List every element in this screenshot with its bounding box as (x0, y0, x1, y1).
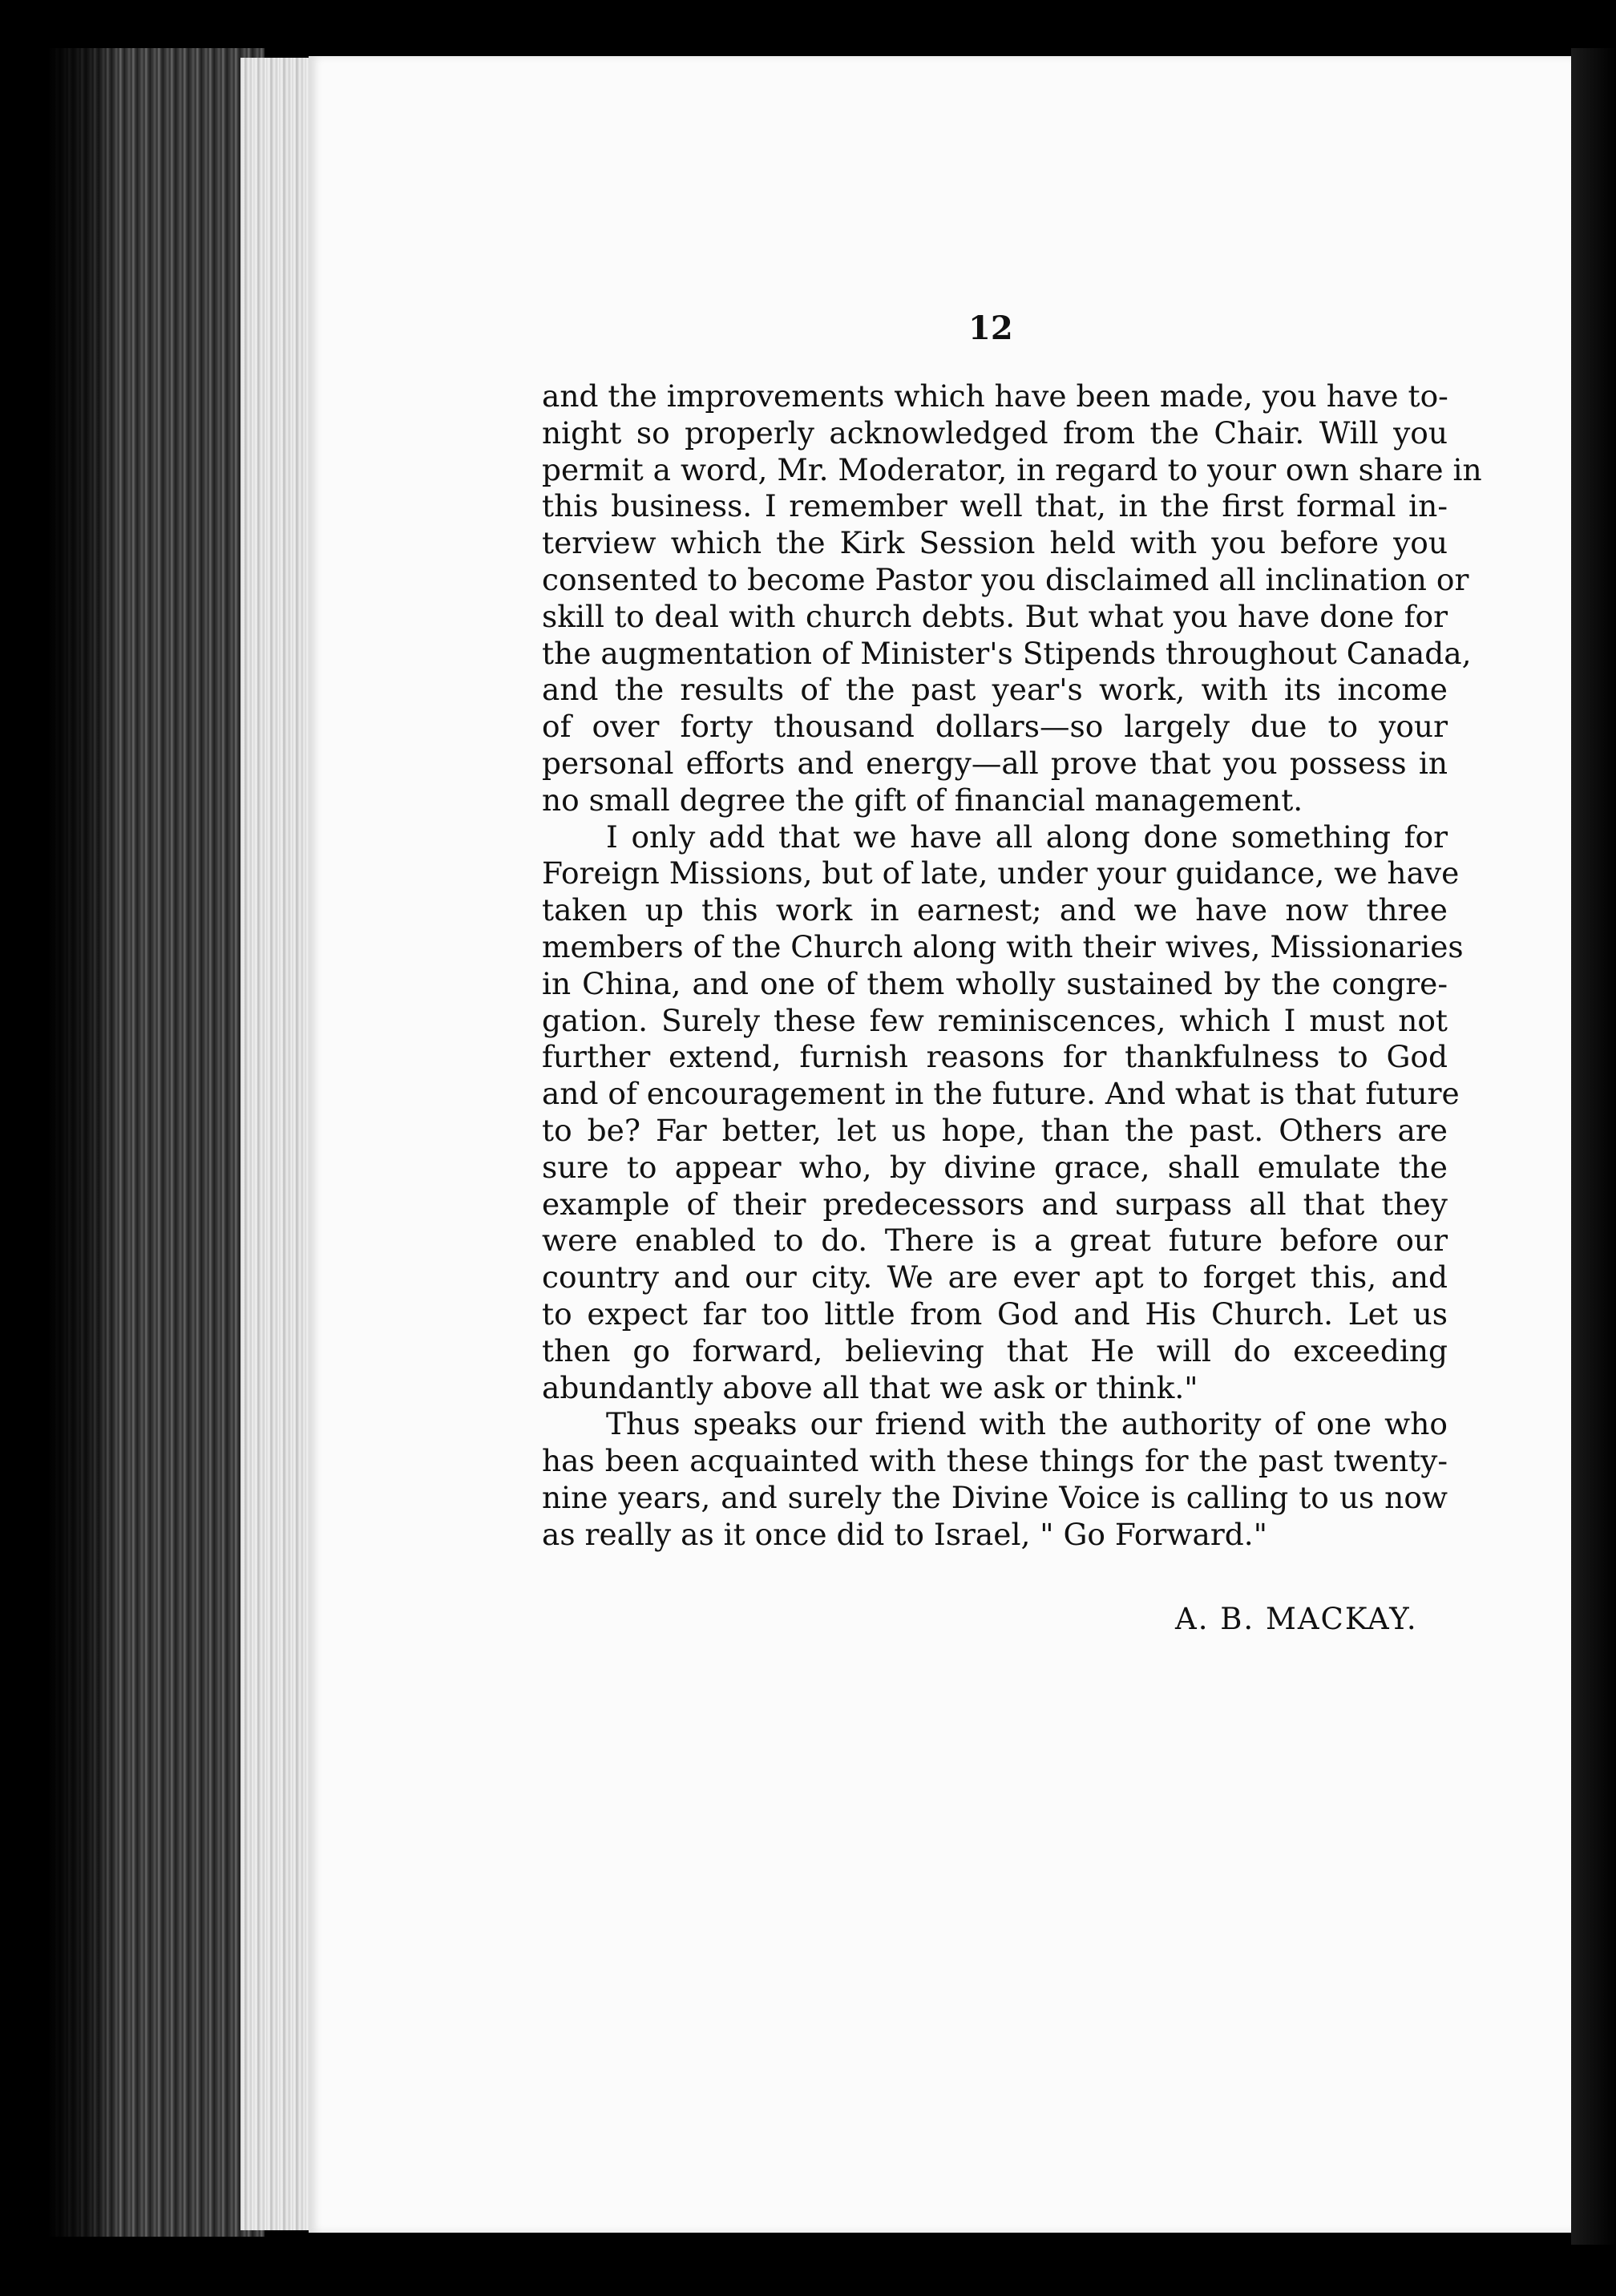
text-line: and of encouragement in the future. And what is that future (542, 1076, 1460, 1112)
text-line: consented to become Pastor you disclaimed all inclination or (542, 561, 1469, 597)
text-line: this business. I remember well that, in the first formal in- (542, 488, 1448, 524)
text-line: were enabled to do. There is a great future before our (542, 1223, 1448, 1259)
text-line: as really as it once did to Israel, " Go Forward." (542, 1516, 1267, 1552)
text-line: no small degree the gift of financial management. (542, 782, 1303, 818)
text-line: nine years, and surely the Divine Voice is calling to us now (542, 1479, 1448, 1515)
edge-shadow (48, 48, 120, 2237)
text-line: and the results of the past year's work, with its income (542, 672, 1448, 708)
text-line: skill to deal with church debts. But what you have done for (542, 598, 1448, 634)
text-line: abundantly above all that we ask or think." (542, 1369, 1198, 1405)
text-line: example of their predecessors and surpass all that they (542, 1186, 1448, 1222)
text-line: personal efforts and energy—all prove that you possess in (542, 745, 1448, 781)
text-line: permit a word, Mr. Moderator, in regard to your own share in (542, 451, 1482, 487)
text-line: taken up this work in earnest; and we have now three (542, 892, 1448, 928)
text-line: further extend, furnish reasons for thankfulness to God (542, 1039, 1448, 1075)
text-line: then go forward, believing that He will do exceeding (542, 1332, 1448, 1368)
right-border (1571, 48, 1616, 2245)
text-line: Thus speaks our friend with the authority of one who (606, 1406, 1448, 1442)
text-line: gation. Surely these few reminiscences, which I must not (542, 1002, 1448, 1038)
text-line: has been acquainted with these things for the past twenty- (542, 1443, 1448, 1479)
text-line: to expect far too little from God and His Church. Let us (542, 1296, 1448, 1332)
text-line: and the improvements which have been made, you have to- (542, 378, 1448, 414)
text-line: of over forty thousand dollars—so largely due to your (542, 709, 1448, 745)
page-edges-light (240, 58, 313, 2230)
text-line: sure to appear who, by divine grace, shall emulate the (542, 1149, 1448, 1185)
page-number: 12 (968, 309, 1013, 347)
text-line: members of the Church along with their wives, Missionaries (542, 928, 1464, 964)
text-line: to be? Far better, let us hope, than the past. Others are (542, 1112, 1448, 1148)
text-line: country and our city. We are ever apt to forget this, and (542, 1259, 1448, 1296)
body-text (542, 298, 1482, 1554)
text-line: night so properly acknowledged from the Chair. Will you (542, 414, 1448, 451)
text-line: Foreign Missions, but of late, under your guidance, we have (542, 855, 1460, 891)
text-line: I only add that we have all along done something for (606, 819, 1448, 855)
signature: A. B. MACKAY. (1175, 1602, 1418, 1636)
text-line: terview which the Kirk Session held with you before you (542, 525, 1448, 561)
text-line: the augmentation of Minister's Stipends throughout Canada, (542, 635, 1472, 671)
text-line: in China, and one of them wholly sustained by the congre- (542, 965, 1448, 1001)
